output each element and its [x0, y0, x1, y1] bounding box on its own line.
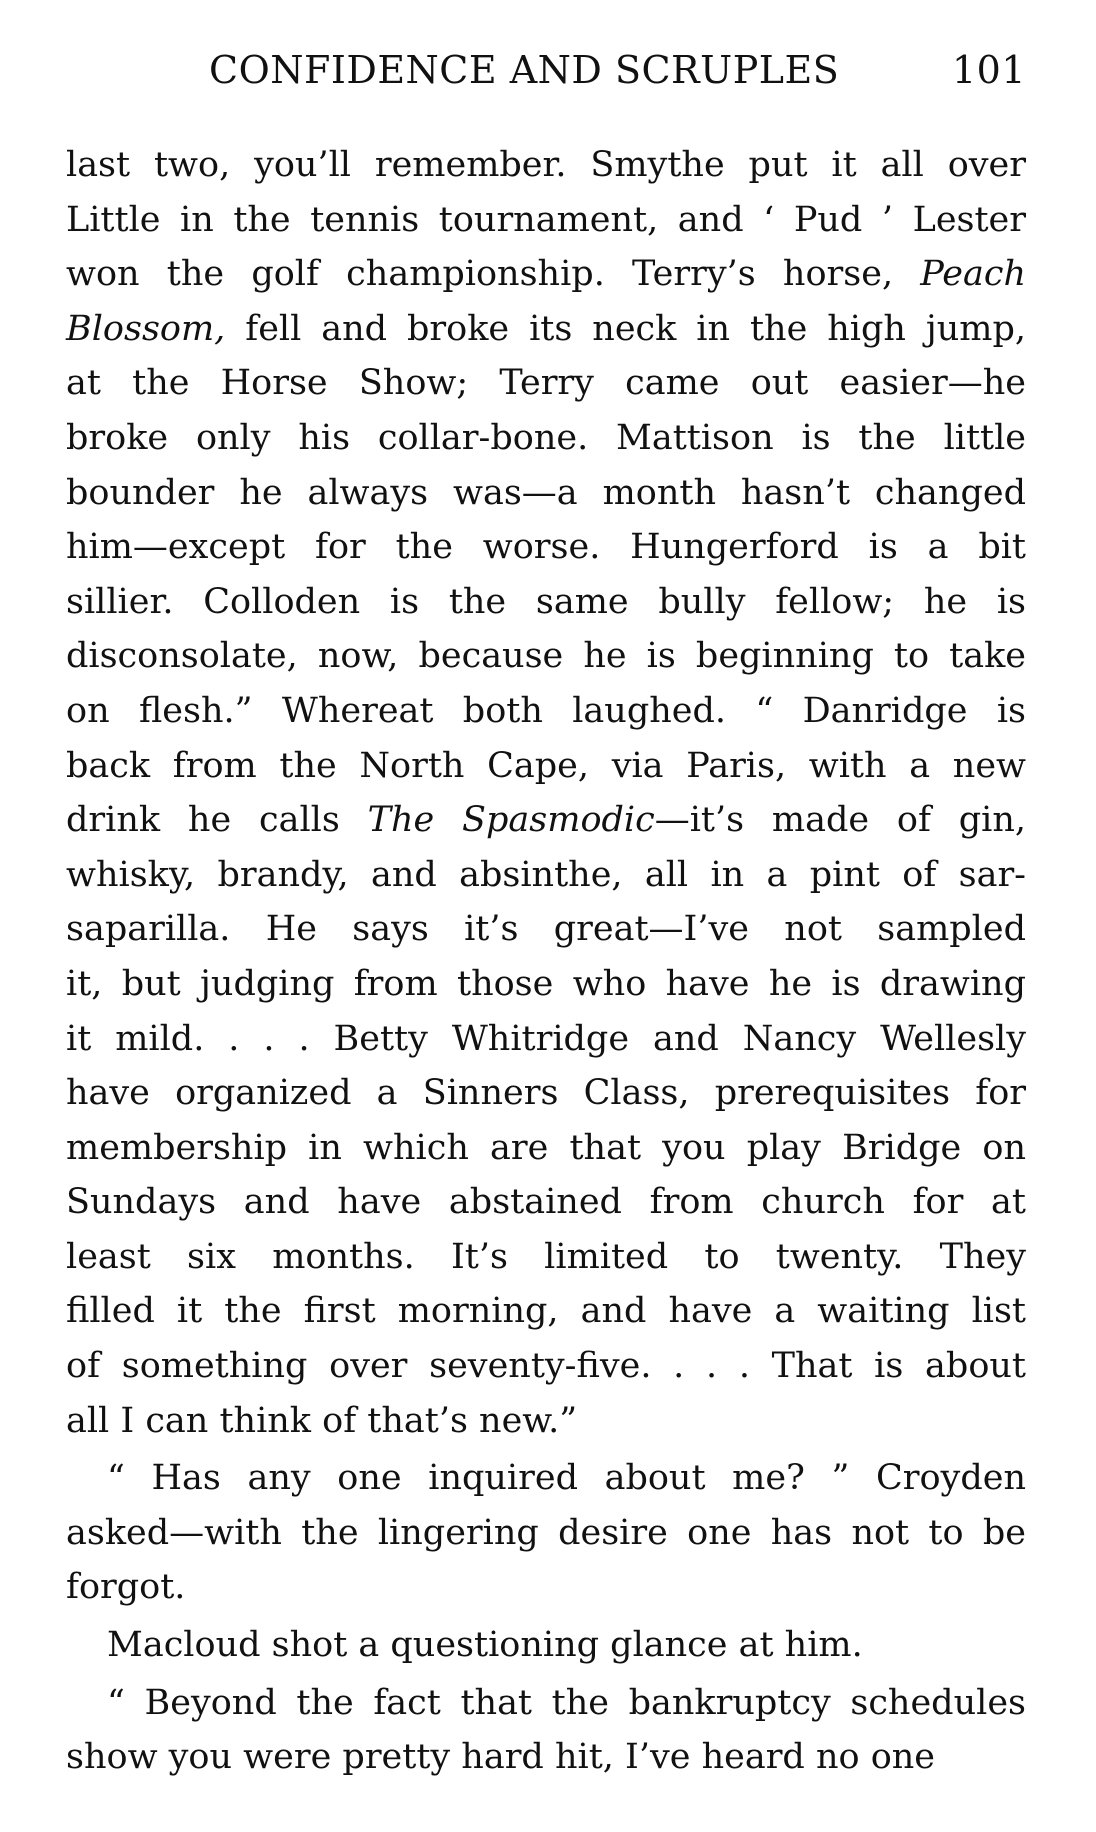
text-line — [66, 411, 1026, 466]
text-run: last two, you’ll remember. Smythe put it all over — [66, 145, 1026, 185]
text-run: on flesh.” Whereat both laughed. “ Danridge is — [66, 690, 1026, 731]
text-run: whisky, brandy, and absinthe, all in a pint of sar- — [66, 854, 1026, 895]
text-line — [66, 1560, 1026, 1615]
italic-text: Peach — [920, 254, 1026, 295]
text-line — [66, 1066, 1026, 1121]
text-line — [66, 302, 1026, 357]
text-run: of something over seventy-five. . . . That is about — [66, 1346, 1026, 1387]
text-line — [66, 520, 1026, 575]
text-run: broke only his collar-bone. Mattison is the little — [66, 417, 1026, 458]
text-line — [66, 193, 1026, 248]
text-line — [66, 356, 1026, 411]
text-run: forgot. — [66, 1567, 186, 1608]
text-run: show you were pretty hard hit, I’ve heard no one — [66, 1737, 936, 1778]
text-line — [66, 739, 1026, 794]
text-run: all I can think of that’s new.” — [66, 1400, 578, 1441]
text-line — [66, 1339, 1026, 1394]
paragraph — [66, 138, 1026, 1448]
text-line — [66, 1230, 1026, 1285]
text-line — [66, 1618, 1026, 1673]
text-line — [66, 466, 1026, 521]
text-run: asked—with the lingering desire one has not to be — [66, 1512, 1026, 1553]
chapter-title: CONFIDENCE AND SCRUPLES — [209, 48, 840, 92]
text-run: membership in which are that you play Bridge on — [66, 1127, 1026, 1168]
text-line — [66, 1506, 1026, 1561]
text-line — [66, 684, 1026, 739]
text-run: filled it the first morning, and have a waiting list — [66, 1291, 1026, 1332]
text-run: —it’s made of gin, — [654, 800, 1026, 841]
text-line — [66, 1121, 1026, 1176]
text-line — [66, 1394, 1026, 1449]
text-line — [66, 1451, 1026, 1506]
text-run: back from the North Cape, via Paris, with a new — [66, 745, 1026, 786]
text-line — [66, 1730, 1026, 1785]
paragraph — [66, 1676, 1026, 1785]
text-line — [66, 957, 1026, 1012]
text-run: have organized a Sinners Class, prerequisites for — [66, 1073, 1026, 1114]
text-run: won the golf championship. Terry’s horse, — [66, 254, 921, 295]
page-number: 101 — [951, 48, 1026, 92]
text-line — [66, 902, 1026, 957]
italic-text: Blossom, — [66, 308, 226, 349]
text-line — [66, 848, 1026, 903]
text-run: “ Beyond the fact that the bankruptcy schedules — [107, 1682, 1026, 1723]
text-line — [66, 629, 1026, 684]
italic-text: The Spasmodic — [367, 800, 655, 841]
text-run: Little in the tennis tournament, and ‘ Pud ’ Lester — [66, 199, 1026, 240]
text-run: saparilla. He says it’s great—I’ve not sampled — [66, 909, 1026, 950]
running-head — [66, 40, 1026, 100]
text-line — [66, 793, 1026, 848]
text-run: at the Horse Show; Terry came out easier—he — [66, 363, 1026, 404]
text-run: bounder he always was—a month hasn’t changed — [66, 472, 1026, 513]
text-run: sillier. Colloden is the same bully fellow; he is — [66, 581, 1026, 622]
text-run: “ Has any one inquired about me? ” Croyden — [107, 1458, 1026, 1499]
text-line — [66, 1284, 1026, 1339]
text-line — [66, 247, 1026, 302]
paragraph — [66, 1618, 1026, 1673]
text-run: him—except for the worse. Hungerford is a bit — [66, 527, 1026, 568]
text-line — [66, 138, 1026, 193]
text-run: it, but judging from those who have he is drawing — [66, 963, 1026, 1004]
text-run: Sundays and have abstained from church for at — [66, 1182, 1026, 1223]
paragraph — [66, 1451, 1026, 1615]
text-line — [66, 1012, 1026, 1067]
text-run: least six months. It’s limited to twenty. They — [66, 1236, 1026, 1277]
text-line — [66, 1676, 1026, 1731]
text-run: fell and broke its neck in the high jump, — [225, 308, 1026, 349]
text-line — [66, 575, 1026, 630]
text-run: drink he calls — [66, 800, 368, 841]
text-run: disconsolate, now, because he is beginning to take — [66, 636, 1026, 677]
body-text — [66, 138, 1026, 1788]
text-line — [66, 1175, 1026, 1230]
text-run: it mild. . . . Betty Whitridge and Nancy Wellesly — [66, 1018, 1026, 1059]
text-run: Macloud shot a questioning glance at him. — [107, 1625, 863, 1666]
